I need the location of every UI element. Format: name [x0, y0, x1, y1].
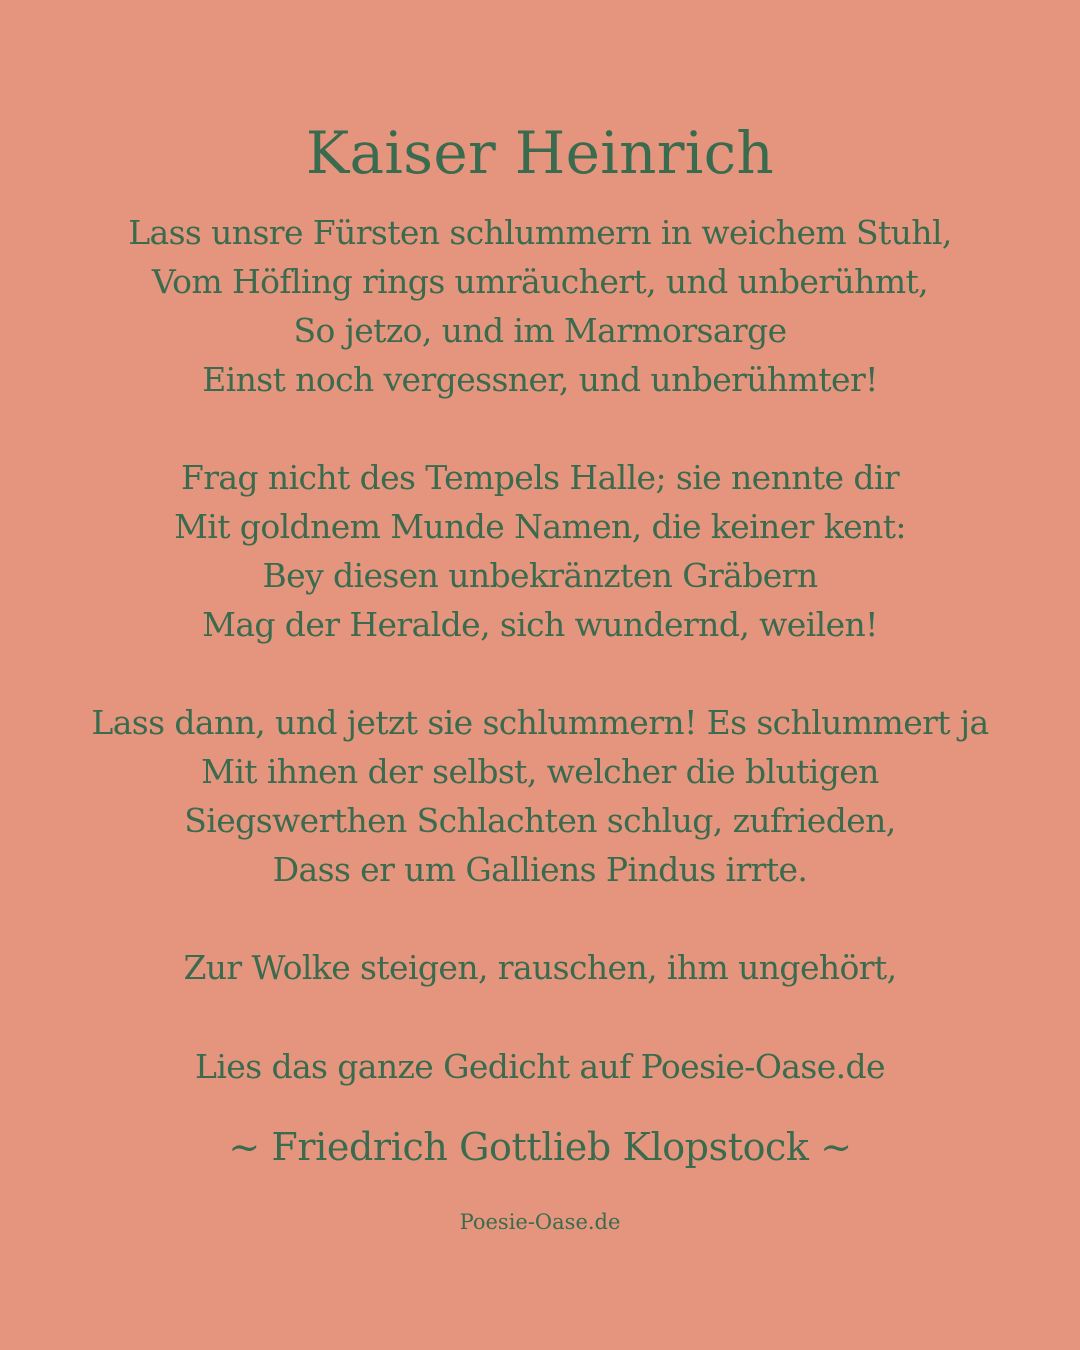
stanza-1	[0, 208, 1080, 404]
stanza-3	[0, 698, 1080, 894]
poem-line: Mit goldnem Munde Namen, die keiner kent:	[174, 507, 906, 546]
poem-line: Mit ihnen der selbst, welcher die blutigen	[201, 752, 879, 791]
poem-line: Einst noch vergessner, und unberühmter!	[202, 360, 878, 399]
poem-line: Siegswerthen Schlachten schlug, zufrieden,	[184, 801, 896, 840]
poem-line: Lass dann, und jetzt sie schlummern! Es schlummert ja	[91, 703, 989, 742]
poem-line: Dass er um Galliens Pindus irrte.	[272, 850, 808, 889]
poem-title: Kaiser Heinrich	[305, 119, 775, 187]
site-watermark: Poesie-Oase.de	[459, 1210, 621, 1234]
stanza-2	[0, 453, 1080, 649]
read-more-note: Lies das ganze Gedicht auf Poesie-Oase.de	[195, 1047, 885, 1086]
poem-line: Mag der Heralde, sich wundernd, weilen!	[202, 605, 878, 644]
poem-line: Vom Höfling rings umräuchert, und unberühmt,	[151, 262, 929, 301]
poem-line: Lass unsre Fürsten schlummern in weichem Stuhl,	[128, 213, 952, 252]
stanza-4	[0, 943, 1080, 992]
author-name: ~ Friedrich Gottlieb Klopstock ~	[228, 1125, 852, 1169]
poem-line: Bey diesen unbekränzten Gräbern	[262, 556, 818, 595]
poem-line: Frag nicht des Tempels Halle; sie nennte dir	[180, 458, 900, 497]
poem-line: So jetzo, und im Marmorsarge	[293, 311, 787, 350]
poem-line: Zur Wolke steigen, rauschen, ihm ungehört,	[183, 948, 897, 987]
